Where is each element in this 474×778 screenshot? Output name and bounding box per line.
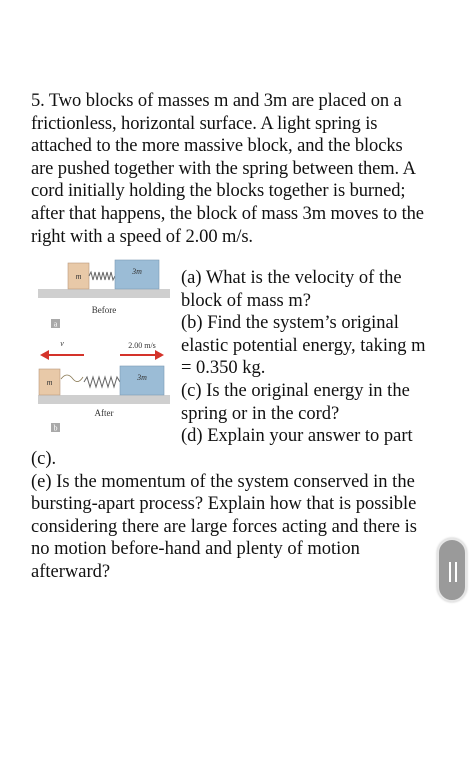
tag-b-label: b: [53, 423, 58, 433]
problem-line: attached to the more massive block, and the blocks: [31, 136, 403, 157]
problem-line: cord initially holding the blocks together is burned;: [31, 181, 406, 202]
problem-statement: [31, 90, 451, 248]
part-line: block of mass m?: [181, 290, 311, 311]
tag-a-label: a: [53, 319, 58, 329]
part-line: (c).: [31, 449, 57, 469]
part-line: (e) Is the momentum of the system conserved in the: [31, 471, 415, 492]
problem-line: frictionless, horizontal surface. A light spring is: [31, 113, 378, 134]
grip-lines-icon: [455, 562, 457, 582]
surface-b: [38, 395, 170, 404]
question-parts: [181, 267, 451, 448]
burnt-cord-icon: [61, 375, 83, 382]
block-3m-a-label: 3m: [132, 267, 142, 276]
part-line: spring or in the cord?: [181, 403, 340, 424]
velocity-right-label: 2.00 m/s: [128, 341, 156, 350]
spring-compressed-icon: [89, 272, 115, 280]
spring-relaxed-icon: [84, 377, 120, 387]
scroll-handle[interactable]: [437, 538, 467, 602]
caption-before: Before: [91, 305, 117, 315]
arrow-right-icon: [155, 350, 164, 360]
arrow-left-icon: [40, 350, 49, 360]
problem-line: right with a speed of 2.00 m/s.: [31, 226, 253, 247]
problem-line: are pushed together with the spring between them. A: [31, 158, 416, 179]
part-line: (d) Explain your answer to part: [181, 426, 413, 447]
part-line: considering there are large forces acting and there is: [31, 516, 417, 537]
block-3m-b-label: 3m: [137, 373, 147, 382]
part-line: (a) What is the velocity of the: [181, 268, 402, 288]
part-line: no motion before-hand and plenty of motion: [31, 539, 360, 560]
velocity-v-label: v: [60, 339, 64, 348]
part-line: (c) Is the original energy in the: [181, 380, 410, 401]
caption-after: After: [94, 408, 114, 418]
problem-line: 5. Two blocks of masses m and 3m are placed on a: [31, 91, 402, 111]
surface-a: [38, 289, 170, 298]
question-parts-continued: [31, 448, 451, 584]
part-line: afterward?: [31, 561, 111, 582]
block-m-b-label: m: [46, 378, 53, 387]
block-m-a-label: m: [75, 272, 82, 281]
part-line: elastic potential energy, taking m: [181, 335, 426, 356]
blocks-spring-figure: [34, 258, 174, 440]
grip-lines-icon: [449, 562, 451, 582]
part-line: (b) Find the system’s original: [181, 313, 399, 334]
part-line: = 0.350 kg.: [181, 358, 266, 379]
part-line: bursting-apart process? Explain how that is possible: [31, 494, 417, 515]
figure-svg: [34, 258, 174, 440]
problem-line: after that happens, the block of mass 3m moves to the: [31, 203, 424, 224]
